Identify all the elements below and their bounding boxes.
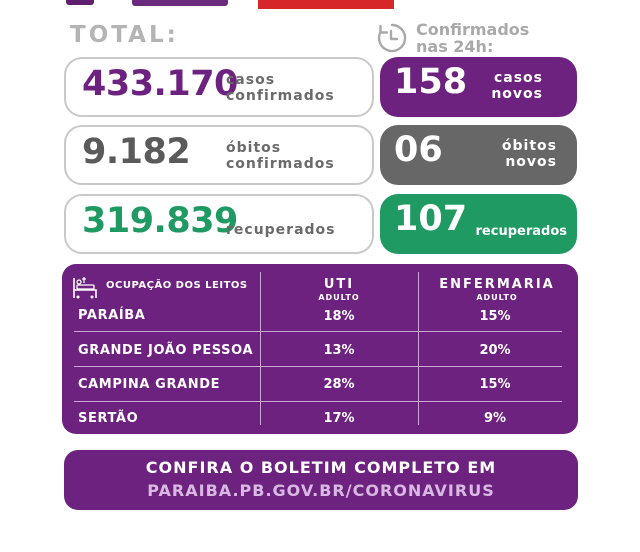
confirmed-24h-line1: Confirmados xyxy=(416,20,530,39)
total-cases-label-line2: confirmados xyxy=(226,88,335,104)
top-decoration xyxy=(66,0,228,7)
total-cases-label-line1: casos xyxy=(226,72,276,88)
new-recovered-card xyxy=(380,194,577,254)
new-recovered-label: recuperados xyxy=(475,224,567,239)
top-red-bar xyxy=(258,0,394,9)
uti-column-header xyxy=(268,277,410,302)
region-campina-grande: CAMPINA GRANDE xyxy=(78,377,221,392)
new-deaths-label-line1: óbitos xyxy=(501,138,557,154)
column-divider xyxy=(418,272,419,425)
region-grande-joao-pessoa: GRANDE JOÃO PESSOA xyxy=(78,343,254,358)
total-deaths-label xyxy=(226,140,335,172)
new-cases-label-line2: novos xyxy=(491,86,543,102)
top-decoration-tab xyxy=(132,0,228,6)
ward-value-paraiba: 15% xyxy=(479,309,511,324)
new-cases-label xyxy=(491,70,543,102)
uti-header-sub: ADULTO xyxy=(318,293,360,302)
bulletin-banner xyxy=(64,450,578,510)
ward-column-header xyxy=(424,277,570,302)
new-deaths-value: 06 xyxy=(394,130,443,170)
new-deaths-label xyxy=(502,138,557,170)
row-divider xyxy=(74,401,562,402)
bed-occupancy-title: OCUPAÇÃO DOS LEITOS xyxy=(106,280,248,291)
bed-occupancy-table xyxy=(62,264,578,434)
new-cases-value: 158 xyxy=(394,62,468,102)
new-cases-card xyxy=(380,57,577,117)
total-deaths-card xyxy=(64,125,374,185)
uti-value-grande-joao-pessoa: 13% xyxy=(323,343,355,358)
total-recovered-label: recuperados xyxy=(226,222,336,238)
new-deaths-label-line2: novos xyxy=(505,154,557,170)
bulletin-link[interactable]: PARAIBA.PB.GOV.BR/CORONAVIRUS xyxy=(147,481,495,500)
uti-value-campina-grande: 28% xyxy=(323,377,355,392)
total-cases-card xyxy=(64,57,374,117)
uti-value-paraiba: 18% xyxy=(323,309,355,324)
total-cases-label xyxy=(226,72,335,104)
hospital-bed-icon xyxy=(72,274,98,300)
new-cases-label-line1: casos xyxy=(493,70,543,86)
region-sertao: SERTÃO xyxy=(78,411,139,426)
total-deaths-label-line1: óbitos xyxy=(226,140,282,156)
ward-value-sertao: 9% xyxy=(483,411,507,426)
total-cases-value: 433.170 xyxy=(82,64,238,104)
total-recovered-card xyxy=(64,194,374,254)
region-paraiba: PARAÍBA xyxy=(78,308,146,323)
ward-header-sub: ADULTO xyxy=(476,293,518,302)
top-decoration-tab xyxy=(66,0,94,5)
uti-value-sertao: 17% xyxy=(323,411,355,426)
total-deaths-label-line2: confirmados xyxy=(226,156,335,172)
total-deaths-value: 9.182 xyxy=(82,132,191,172)
new-deaths-card xyxy=(380,125,577,185)
ward-value-grande-joao-pessoa: 20% xyxy=(479,343,511,358)
confirmed-24h-heading xyxy=(416,21,529,55)
clock-24h-icon xyxy=(376,22,408,54)
total-recovered-value: 319.839 xyxy=(82,201,238,241)
row-divider xyxy=(74,331,562,332)
total-heading: TOTAL: xyxy=(70,22,179,48)
confirmed-24h-line2: nas 24h: xyxy=(416,37,494,56)
column-divider xyxy=(260,272,261,425)
ward-header-label: ENFERMARIA xyxy=(439,277,555,292)
row-divider xyxy=(74,366,562,367)
uti-header-label: UTI xyxy=(323,277,355,292)
new-recovered-value: 107 xyxy=(394,199,468,239)
bulletin-text: CONFIRA O BOLETIM COMPLETO EM xyxy=(145,458,497,477)
ward-value-campina-grande: 15% xyxy=(479,377,511,392)
